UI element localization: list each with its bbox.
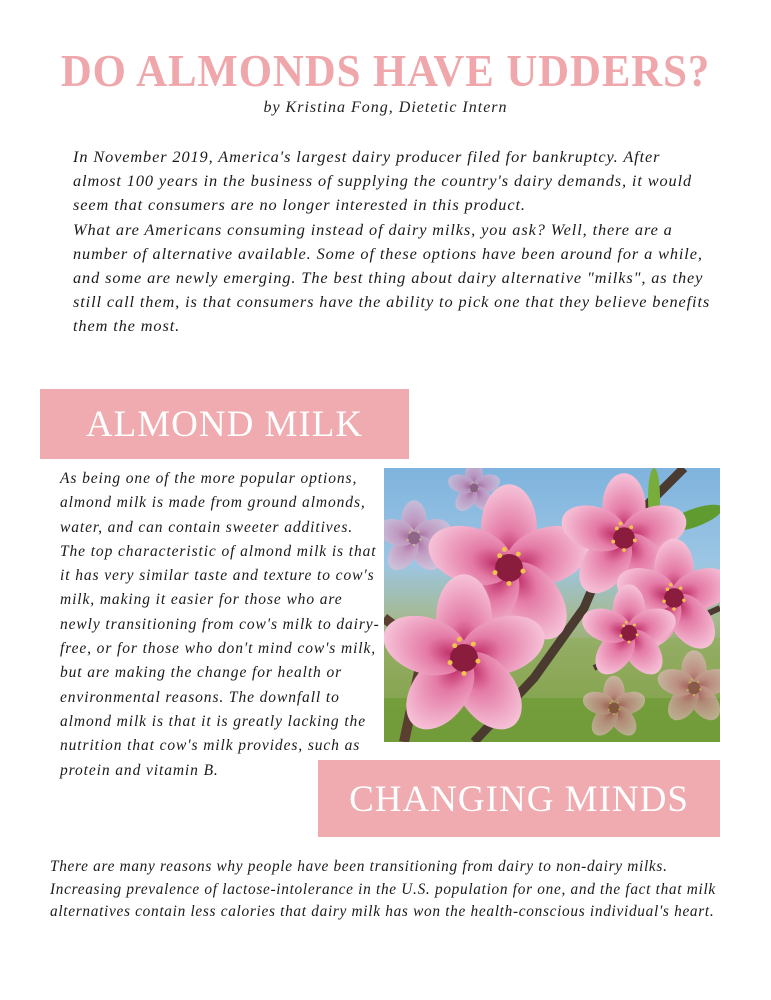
intro-paragraph: In November 2019, America's largest dairy producer filed for bankruptcy. After almost 100 years in the business of supplying the country's dairy demands, it would seem that consumers are no longer interested in this product. bbox=[73, 147, 693, 215]
article-title: DO ALMONDS HAVE UDDERS? bbox=[60, 45, 711, 96]
almond-milk-heading: ALMOND MILK bbox=[40, 389, 409, 459]
byline: by Kristina Fong, Dietetic Intern bbox=[263, 99, 508, 116]
almond-milk-body: As being one of the more popular options, almond milk is made from ground almonds, water, and can contain sweeter additives. The top characteristic of almond milk is that it has very similar taste and texture to cow's milk, making it easier for those who are newly transitioning from cow's milk to dairy-free, or for those who don't mind cow's milk, but are making the change for health or environmental reasons. The downfall to almond milk is that it is greatly lacking the nutrition that cow's milk provides, such as protein and vitamin B. bbox=[60, 470, 380, 779]
intro-text bbox=[73, 145, 713, 339]
blossom-illustration bbox=[384, 468, 720, 742]
changing-minds-body: There are many reasons why people have been transitioning from dairy to non-dairy milks. Increasing prevalence of lactose-intolerance in the U.S. population for one, and the fact that milk alternatives contain less calories that dairy milk has won the health-conscious individual's heart. bbox=[50, 858, 716, 921]
intro-paragraph: What are Americans consuming instead of dairy milks, you ask? Well, there are a number of alternative available. Some of these options have been around for a while, and some are newly emerging. The best thing about dairy alternative "milks", as they still call them, is that consumers have the ability to pick one that they believe benefits them the most. bbox=[73, 219, 711, 336]
changing-minds-heading: CHANGING MINDS bbox=[318, 760, 720, 837]
almond-blossom-photo bbox=[384, 468, 720, 742]
